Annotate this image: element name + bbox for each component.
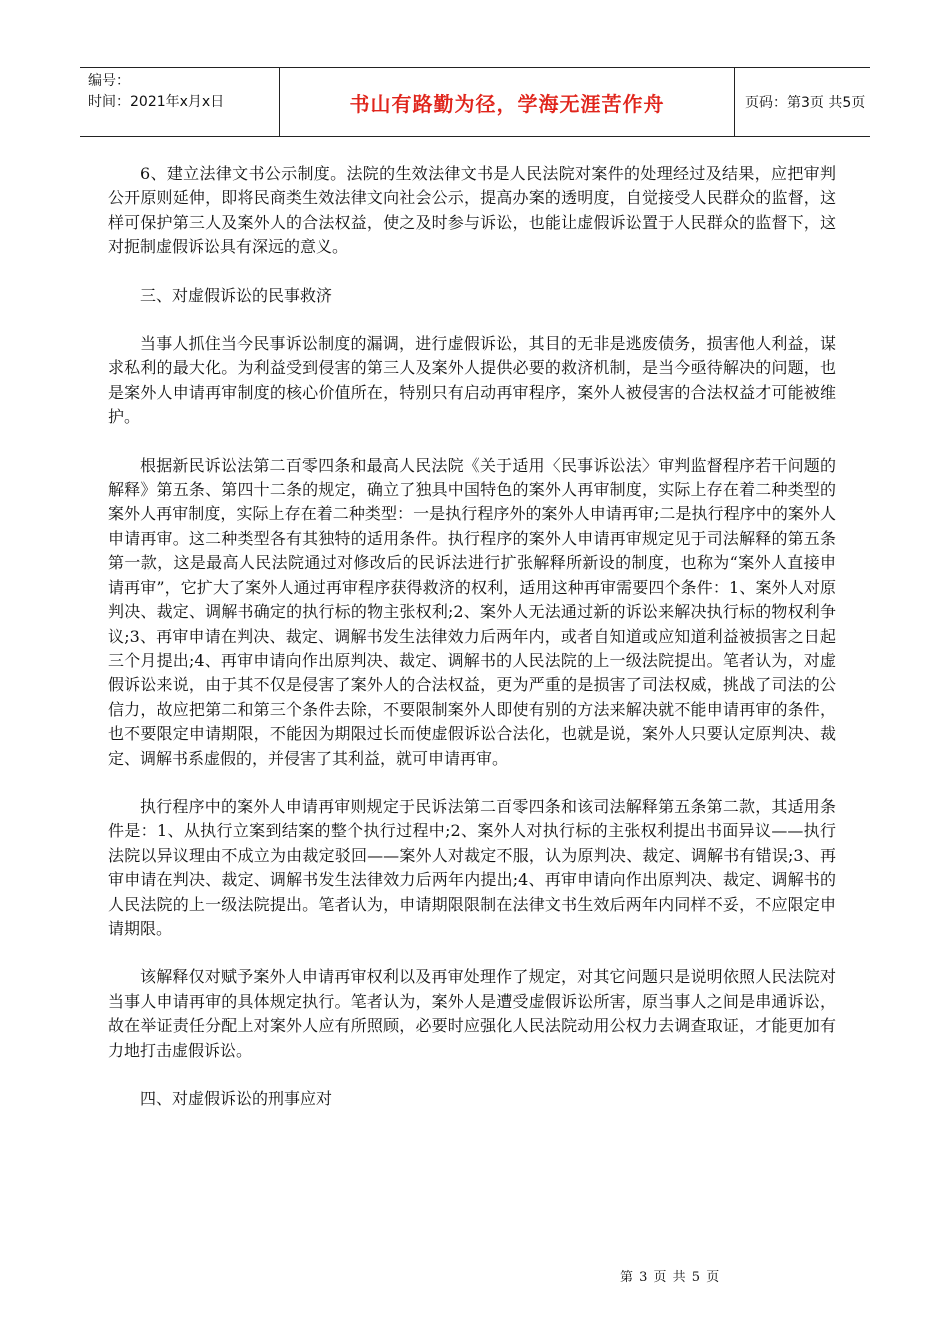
page-footer-number: 第 3 页 共 5 页: [620, 1270, 721, 1285]
paragraph-interpretation-note: 该解释仅对赋予案外人申请再审权利以及再审处理作了规定，对其它问题只是说明依照人民法院对当事人申请再审的具体规定执行。笔者认为，案外人是遭受虚假诉讼所害，原当事人之间是串通诉讼，故在举证责任分配上对案外人应有所照顾，必要时应强化人民法院动用公权力去调查取证，才能更加有力地打击虚假诉讼。: [108, 967, 836, 1060]
paragraph-retrial-system: 根据新民诉讼法第二百零四条和最高人民法院《关于适用〈民事诉讼法〉审判监督程序若干问题的解释》第五条、第四十二条的规定，确立了独具中国特色的案外人再审制度，实际上存在着二种类型的案外人再审制度，实际上存在着二种类型：一是执行程序外的案外人申请再审;二是执行程序中的案外人申请再审。这二种类型各有其独特的适用条件。执行程序的案外人申请再审规定见于司法解释的第五条第一款，这是最高人民法院通过对修改后的民诉法进行扩张解释所新设的制度，也称为“案外人直接申请再审”，它扩大了案外人通过再审程序获得救济的权利，适用这种再审需要四个条件：1、案外人对原判决、裁定、调解书确定的执行标的物主张权利;2、案外人无法通过新的诉讼来解决执行标的物权利争议;3、再审申请在判决、裁定、调解书发生法律效力后两年内，或者自知道或应知道利益被损害之日起三个月提出;4、再审申请向作出原判决、裁定、调解书的人民法院的上一级法院提出。笔者认为，对虚假诉讼来说，由于其不仅是侵害了案外人的合法权益，更为严重的是损害了司法权威，挑战了司法的公信力，故应把第二和第三个条件去除，不要限制案外人即使有别的方法来解决就不能申请再审的条件，也不要限定申请期限，不能因为期限过长而使虚假诉讼合法化，也就是说，案外人只要认定原判决、裁定、调解书系虚假的，并侵害了其利益，就可申请再审。: [108, 455, 836, 768]
document-number-label: 编号：: [88, 73, 130, 89]
paragraph-execution-retrial: 执行程序中的案外人申请再审则规定于民诉法第二百零四条和该司法解释第五条第二款，其适用条件是：1、从执行立案到结案的整个执行过程中;2、案外人对执行标的主张权利提出书面异议——执行法院以异议理由不成立为由裁定驳回——案外人对裁定不服，认为原判决、裁定、调解书有错误;3、再审申请在判决、裁定、调解书发生法律效力后两年内提出;4、再审申请向作出原判决、裁定、调解书的人民法院的上一级法院提出。笔者认为，申请期限限制在法律文书生效后两年内同样不妥，不应限定申请期限。: [108, 796, 836, 938]
header-motto: 书山有路勤为径，学海无涯苦作舟: [280, 68, 735, 136]
paragraph-remedy-intro: 当事人抓住当今民事诉讼制度的漏调，进行虚假诉讼，其目的无非是逃废债务，损害他人利益，谋求私利的最大化。为利益受到侵害的第三人及案外人提供必要的救济机制，是当今亟待解决的问题，也是案外人申请再审制度的核心价值所在，特别只有启动再审程序，案外人被侵害的合法权益才可能被维护。: [108, 334, 836, 427]
header-meta: [80, 68, 280, 136]
document-body: [108, 162, 836, 1135]
section-heading-civil-remedy: 三、对虚假诉讼的民事救济: [140, 285, 333, 305]
paragraph-legal-document-disclosure: 6、建立法律文书公示制度。法院的生效法律文书是人民法院对案件的处理经过及结果，应把审判公开原则延伸，即将民商类生效法律文向社会公示，提高办案的透明度，自觉接受人民群众的监督，这样可保护第三人及案外人的合法权益，使之及时参与诉讼，也能让虚假诉讼置于人民群众的监督下，这对扼制虚假诉讼具有深远的意义。: [108, 164, 836, 257]
header-page-info: 页码：第3页 共5页: [745, 95, 866, 111]
document-date: 时间：2021年x月x日: [88, 94, 225, 110]
page-header: [80, 67, 870, 137]
section-heading-criminal-response: 四、对虚假诉讼的刑事应对: [140, 1089, 333, 1108]
